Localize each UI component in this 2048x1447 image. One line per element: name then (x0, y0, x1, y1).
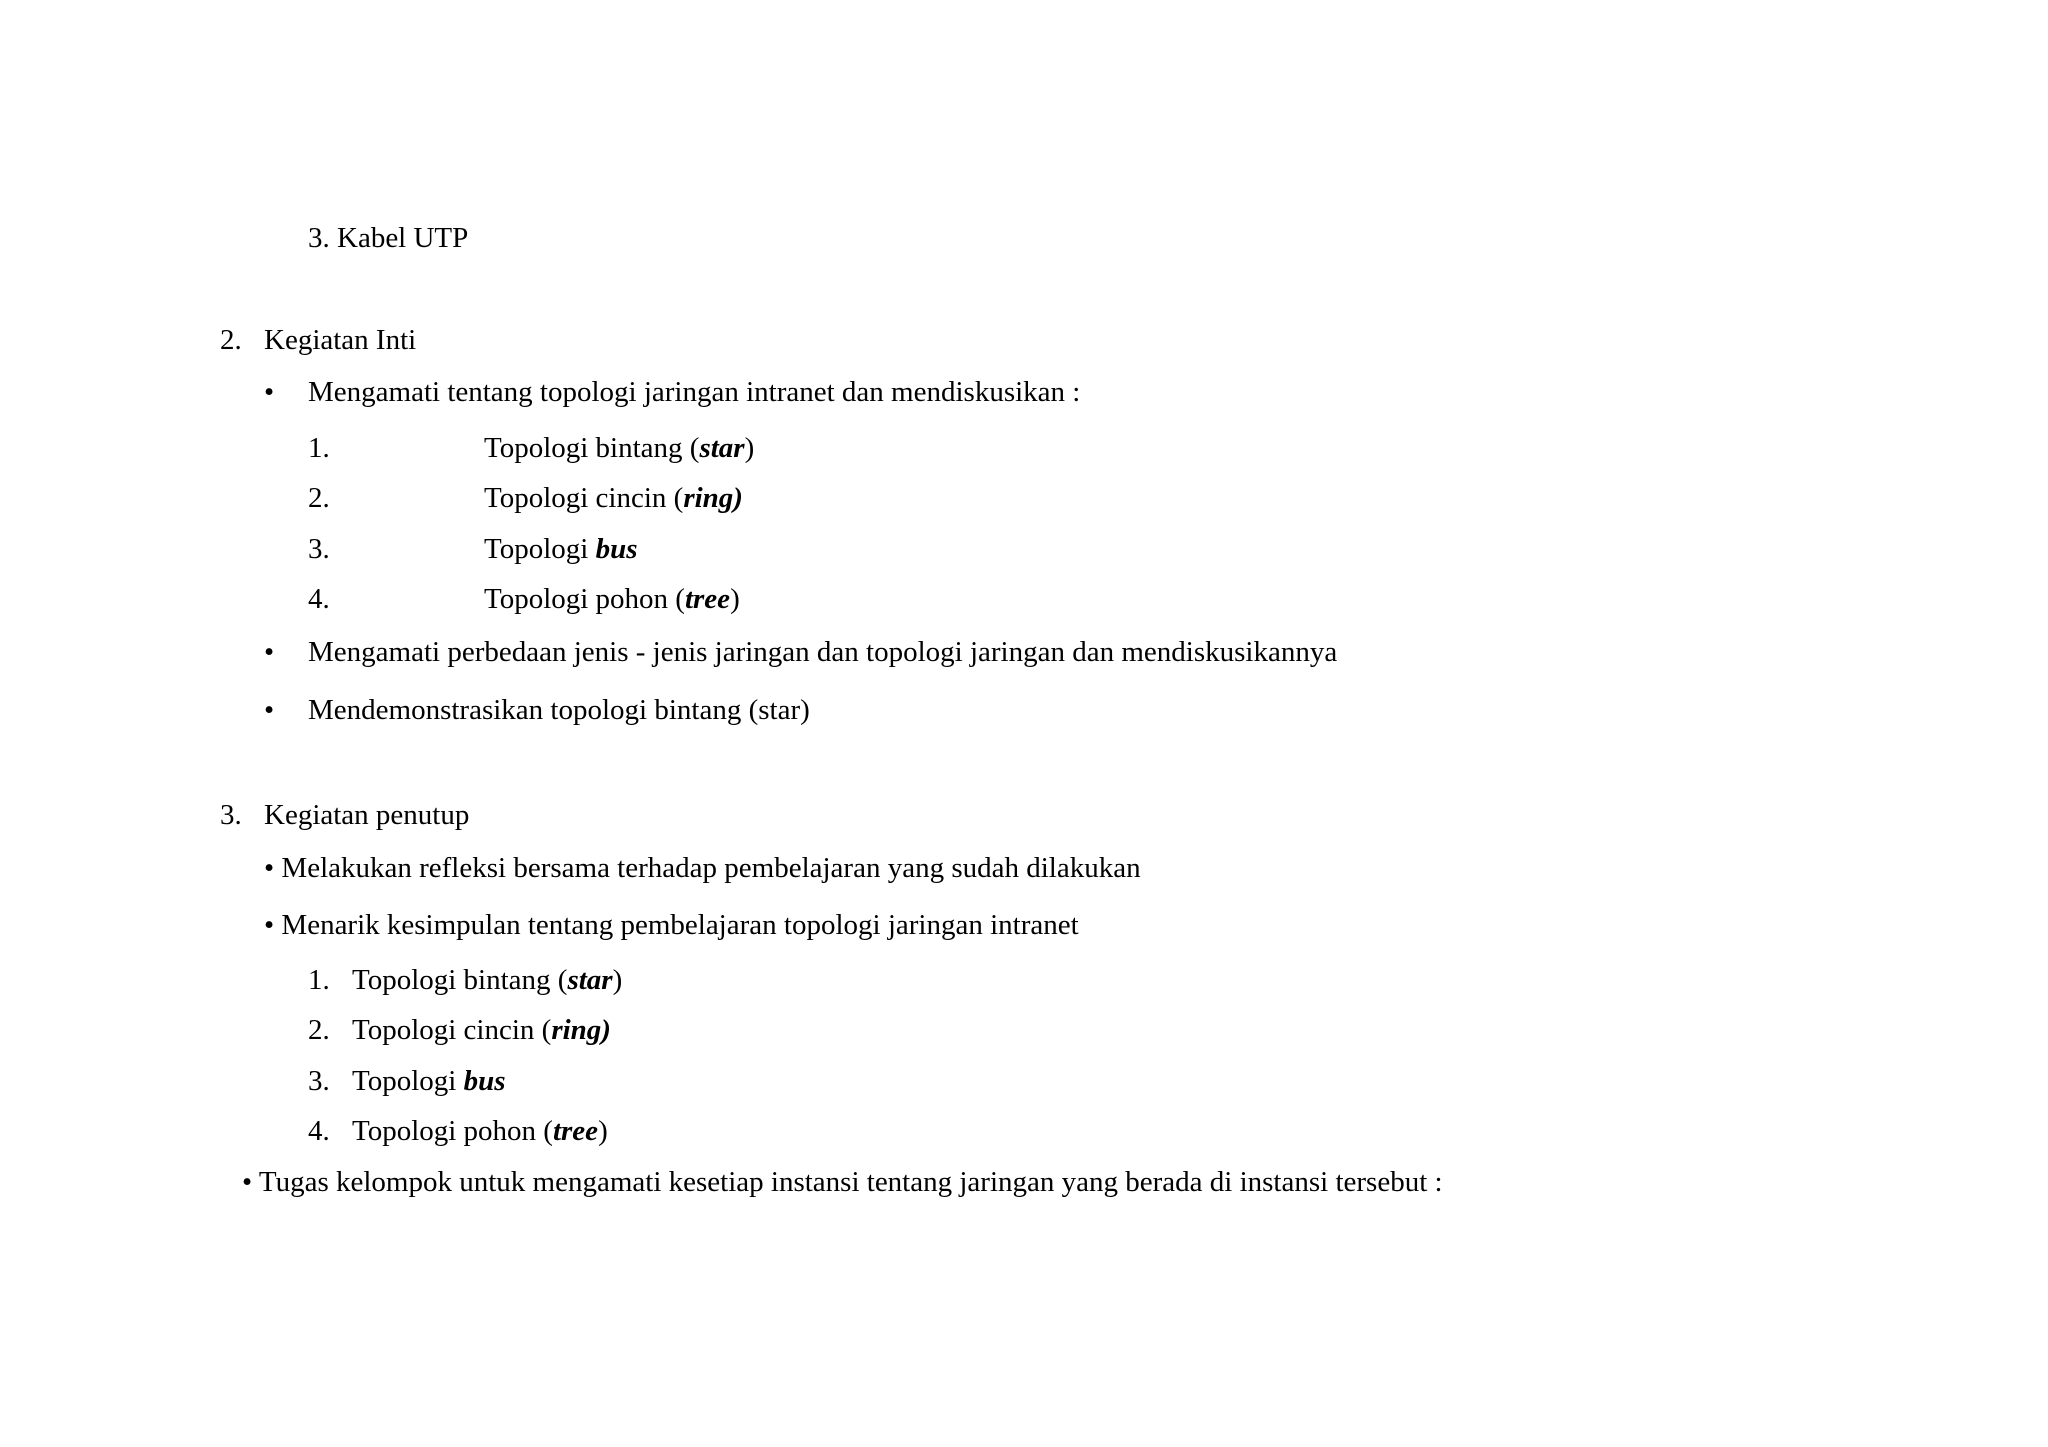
bullet-icon: • (264, 909, 275, 941)
section2-heading: Kegiatan Inti (264, 324, 417, 356)
section2-number: 2. (220, 324, 242, 356)
s3-topology-num: 4. (308, 1115, 330, 1147)
s3-topology-term: tree (552, 1115, 599, 1147)
bullet-icon: • (264, 694, 275, 726)
s2-topology-num: 1. (308, 432, 330, 464)
bullet-icon: • (242, 1166, 253, 1198)
bullet-icon: • (264, 376, 275, 408)
section3-bullet3-row (242, 1164, 1443, 1200)
s3-topology-term: bus (463, 1065, 506, 1097)
s2-topology-item: Topologi pohon (tree) (484, 583, 740, 615)
s3-topology-num: 1. (308, 964, 330, 996)
s2-topology-term: bus (595, 533, 638, 565)
s2-topology-num: 2. (308, 482, 330, 514)
s2-topology-term: tree (684, 583, 731, 615)
section3-number: 3. (220, 799, 242, 831)
s2-topology-term: ring) (683, 482, 743, 514)
section3-bullet1: Melakukan refleksi bersama terhadap pembelajaran yang sudah dilakukan (281, 852, 1141, 884)
s3-topology-term: star (567, 964, 613, 996)
section3-bullet2-row (264, 907, 1079, 943)
s2-topology-item: Topologi cincin (ring) (484, 482, 743, 514)
section2-bullet1: Mengamati tentang topologi jaringan intranet dan mendiskusikan : (308, 376, 1081, 408)
s3-topology-num: 2. (308, 1014, 330, 1046)
s3-topology-item: Topologi bintang (star) (352, 964, 623, 996)
bullet-icon: • (264, 852, 275, 884)
s3-topology-item: Topologi bus (352, 1065, 506, 1097)
s2-topology-num: 3. (308, 533, 330, 565)
section2-bullet3: Mendemonstrasikan topologi bintang (star) (308, 694, 810, 726)
section3-heading: Kegiatan penutup (264, 799, 470, 831)
intro-list-item: 3. Kabel UTP (308, 222, 469, 254)
s3-topology-item: Topologi pohon (tree) (352, 1115, 608, 1147)
s2-topology-item: Topologi bus (484, 533, 638, 565)
section3-bullet3: Tugas kelompok untuk mengamati kesetiap instansi tentang jaringan yang berada di instansi tersebut : (258, 1166, 1443, 1198)
s3-topology-term: ring) (551, 1014, 611, 1046)
s3-topology-item: Topologi cincin (ring) (352, 1014, 611, 1046)
s2-topology-num: 4. (308, 583, 330, 615)
section3-bullet2: Menarik kesimpulan tentang pembelajaran topologi jaringan intranet (281, 909, 1079, 941)
bullet-icon: • (264, 636, 275, 668)
s3-topology-num: 3. (308, 1065, 330, 1097)
s2-topology-item: Topologi bintang (star) (484, 432, 755, 464)
section2-bullet2: Mengamati perbedaan jenis - jenis jaringan dan topologi jaringan dan mendiskusikannya (308, 636, 1338, 668)
s2-topology-term: star (699, 432, 745, 464)
section3-bullet1-row (264, 850, 1141, 886)
